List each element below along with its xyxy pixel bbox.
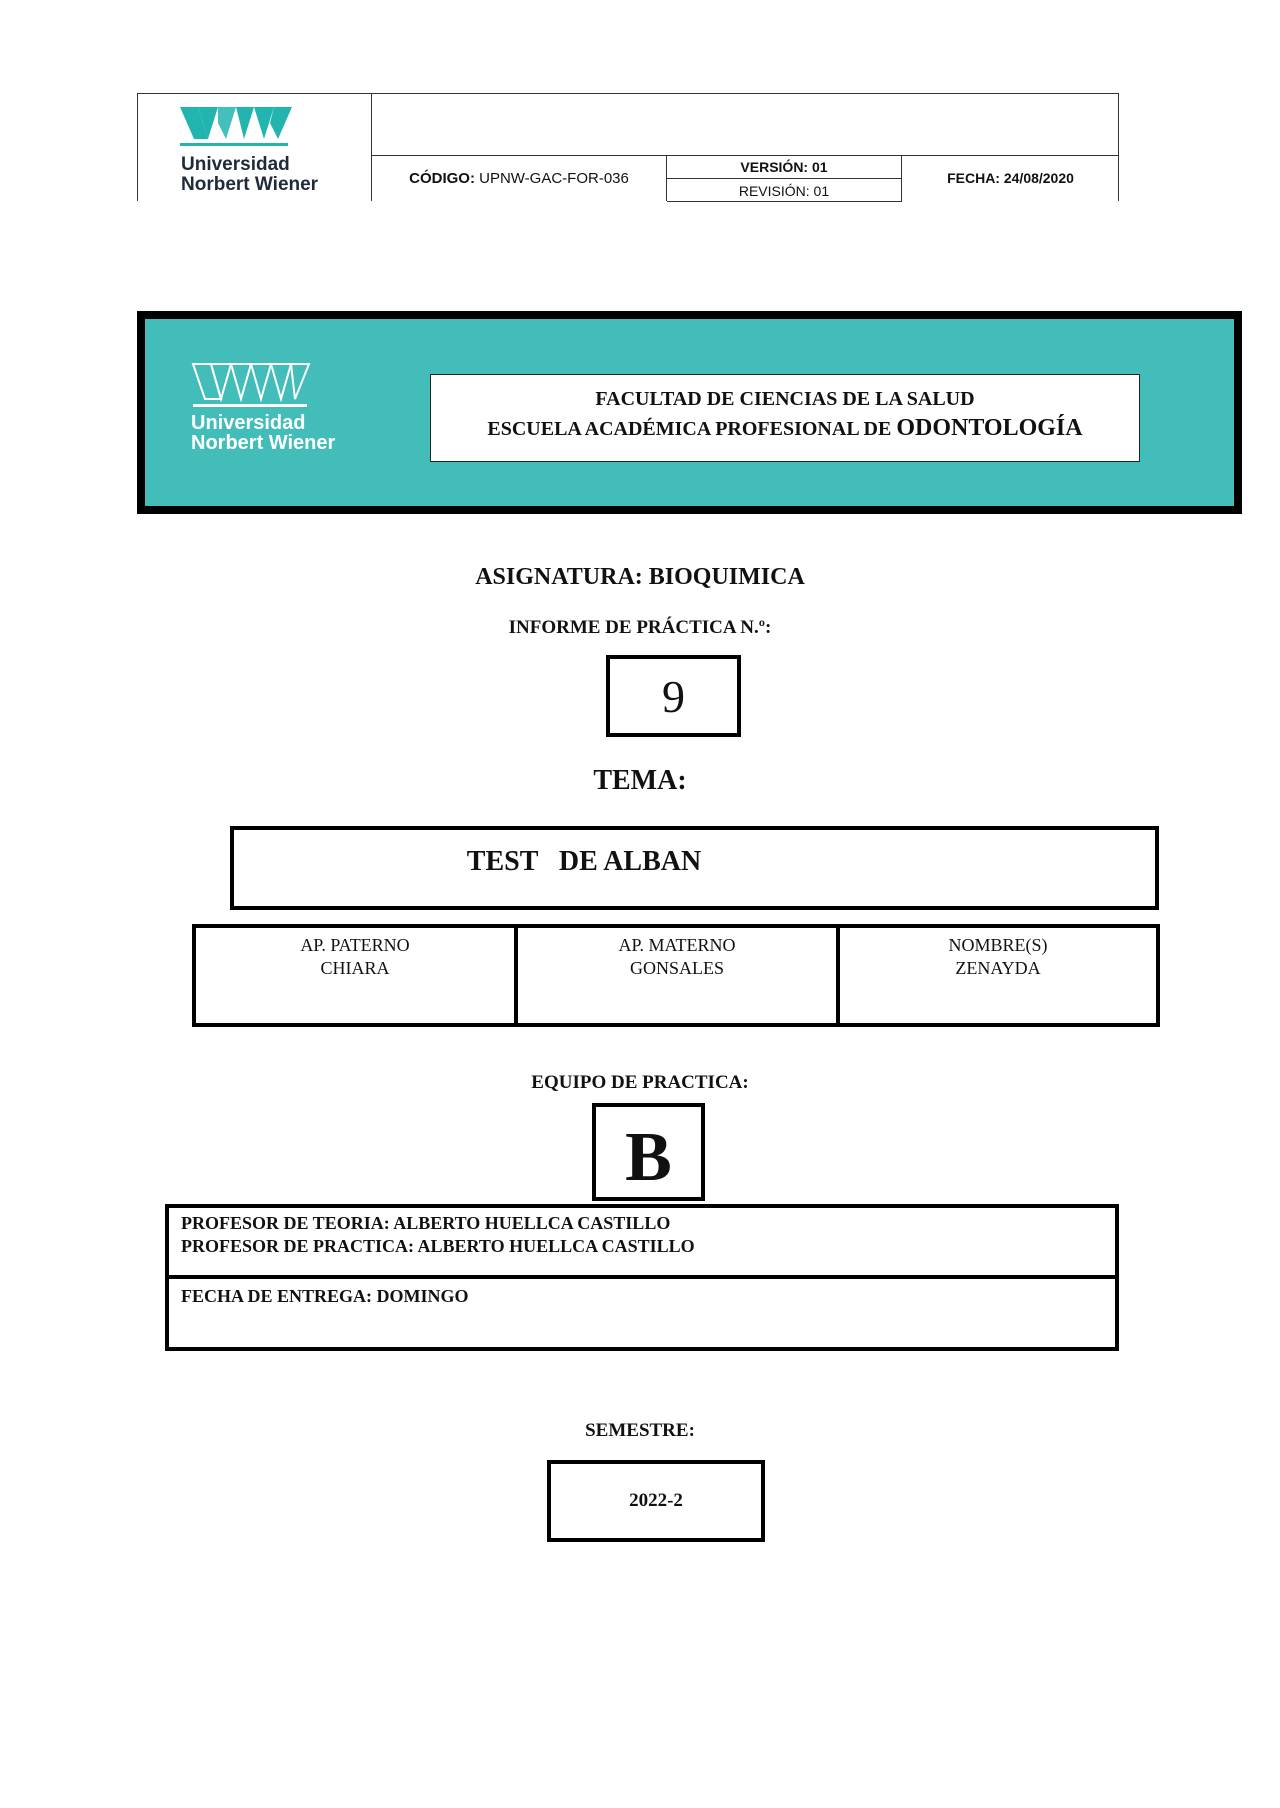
university-logo-icon — [191, 361, 311, 409]
team-box — [592, 1103, 705, 1201]
university-logo-icon — [180, 103, 292, 149]
names-cell — [836, 924, 1160, 1027]
paternal-surname-cell — [192, 924, 518, 1027]
banner-logo-line-2: Norbert Wiener — [191, 432, 336, 454]
semester-box — [547, 1460, 765, 1542]
report-number-box — [606, 655, 741, 737]
team-value: B — [625, 1119, 672, 1196]
practice-professor: PROFESOR DE PRACTICA: ALBERTO HUELLCA CASTILLO — [181, 1236, 695, 1256]
version-text: VERSIÓN: 01 — [667, 155, 901, 179]
banner-logo-line-1: Universidad — [191, 412, 306, 434]
topic-box — [230, 826, 1159, 910]
code-label: CÓDIGO: — [409, 169, 475, 187]
professors-box — [165, 1204, 1119, 1279]
revision-text: REVISIÓN: 01 — [738, 182, 830, 199]
school-name: ODONTOLOGÍA — [896, 415, 1083, 441]
theory-professor: PROFESOR DE TEORIA: ALBERTO HUELLCA CASTILLO — [181, 1213, 671, 1233]
logo-line-1: Universidad — [181, 154, 290, 175]
semester-value: 2022-2 — [629, 1490, 683, 1511]
logo-line-2: Norbert Wiener — [181, 174, 319, 195]
maternal-value: GONSALES — [629, 958, 724, 978]
banner-logo-text — [191, 413, 335, 453]
header-version-cell — [667, 155, 902, 202]
semester-label: SEMESTRE: — [585, 1420, 695, 1441]
school-name-line — [431, 413, 1139, 444]
logo-text — [181, 155, 318, 195]
report-number-label: INFORME DE PRÁCTICA N.º: — [508, 617, 772, 638]
maternal-label: AP. MATERNO — [618, 935, 736, 955]
faculty-name: FACULTAD DE CIENCIAS DE LA SALUD — [595, 388, 975, 410]
header-code-cell — [372, 155, 667, 201]
topic-label: TEMA: — [593, 765, 687, 796]
code-value: UPNW-GAC-FOR-036 — [479, 169, 629, 187]
report-number: 9 — [662, 670, 685, 722]
header-logo-cell — [137, 93, 372, 201]
names-value: ZENAYDA — [955, 958, 1041, 978]
faculty-title-box — [430, 374, 1140, 462]
school-prefix: ESCUELA ACADÉMICA PROFESIONAL DE — [487, 418, 892, 440]
team-label: EQUIPO DE PRACTICA: — [531, 1072, 749, 1093]
subject-title: ASIGNATURA: BIOQUIMICA — [475, 564, 805, 590]
names-label: NOMBRE(S) — [948, 935, 1048, 955]
topic-value: TEST DE ALBAN — [466, 846, 702, 877]
paternal-value: CHIARA — [320, 958, 390, 978]
delivery-box — [165, 1275, 1119, 1351]
delivery-date: FECHA DE ENTREGA: DOMINGO — [181, 1286, 469, 1306]
maternal-surname-cell — [514, 924, 840, 1027]
header-date: FECHA: 24/08/2020 — [947, 170, 1074, 186]
paternal-label: AP. PATERNO — [300, 935, 410, 955]
